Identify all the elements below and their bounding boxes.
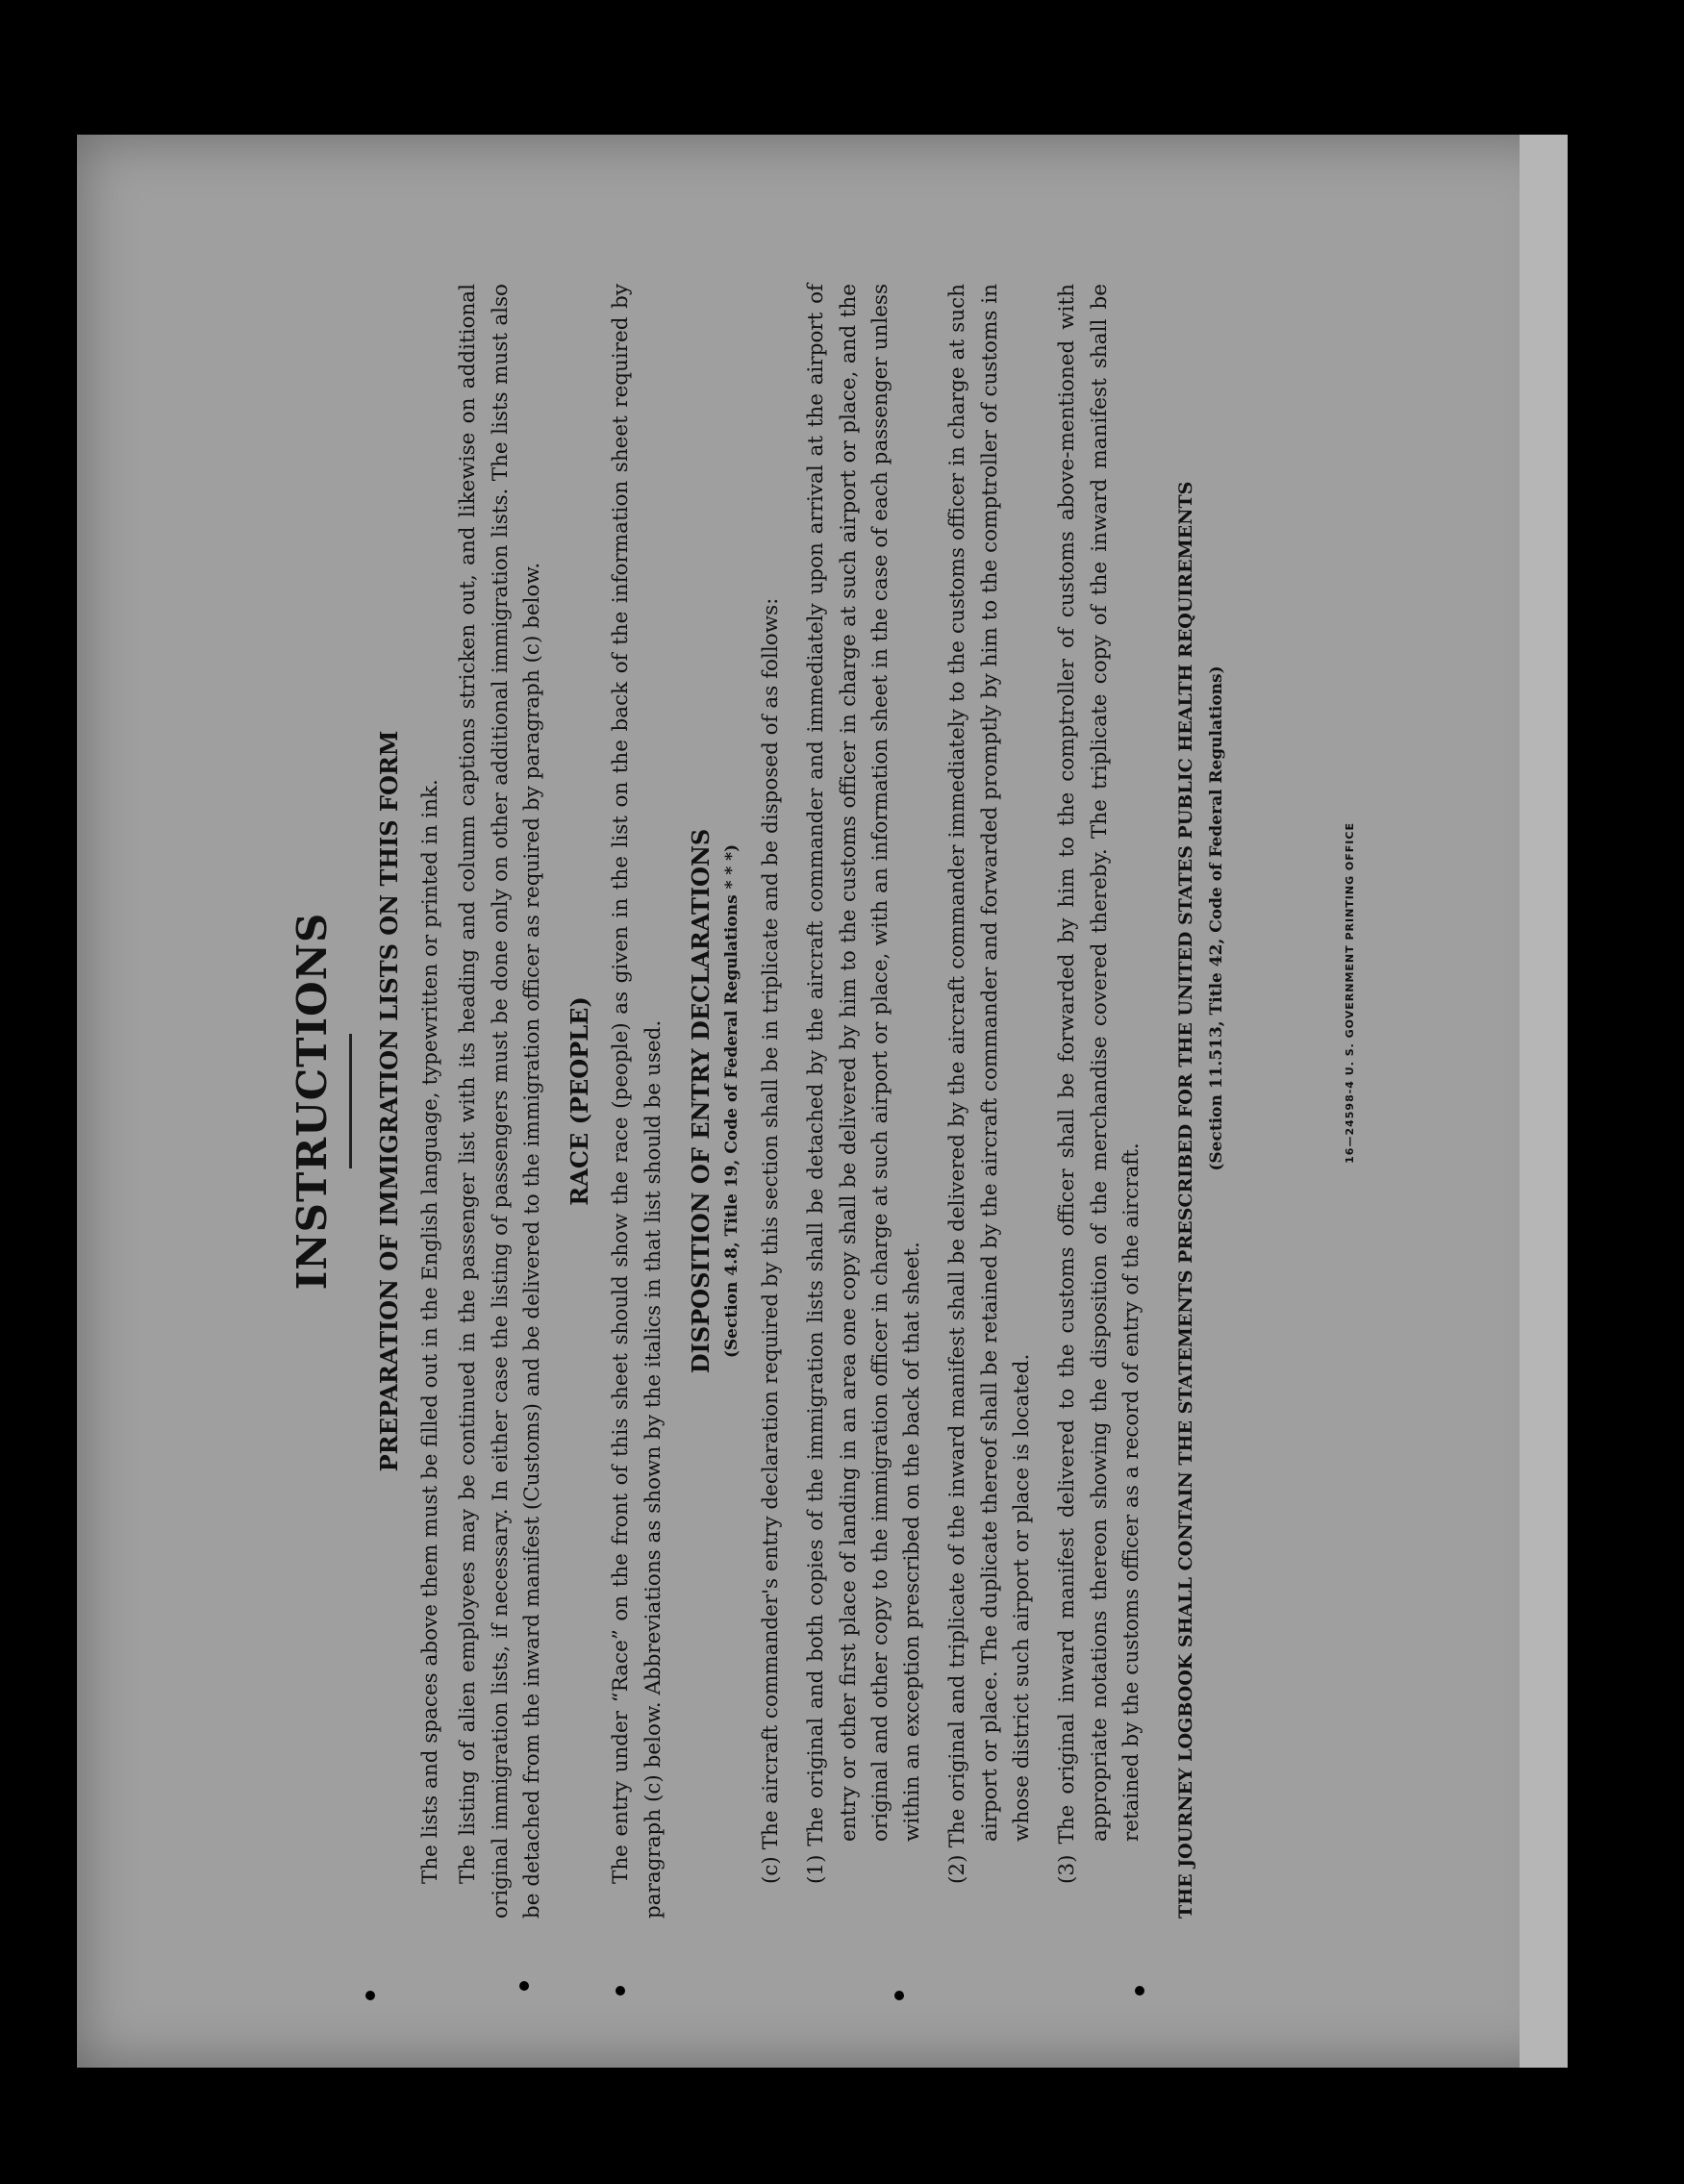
disposition-heading: DISPOSITION OF ENTRY DECLARATIONS bbox=[686, 828, 715, 1374]
preparation-paragraph-1: The lists and spaces above them must be filled out in the English language, typewritten or printed in ink. bbox=[418, 779, 442, 1884]
printer-mark: 16—24598-4 U. S. GOVERNMENT PRINTING OFFICE bbox=[1344, 822, 1356, 1164]
race-paragraph: The entry under “Race” on the front of this sheet should show the race (people) as given in the list on the back of the information sheet required by paragraph (c) below. Abbreviations as shown by the italics in that list should be used. bbox=[609, 284, 666, 1919]
binding-hole bbox=[519, 1981, 529, 1991]
disposition-intro: (c) The aircraft commander's entry declaration required by this section shall be in triplicate and be disposed of as follows: bbox=[758, 597, 783, 1884]
page-edge bbox=[1520, 135, 1568, 2068]
preparation-heading: PREPARATION OF IMMIGRATION LISTS ON THIS FORM bbox=[375, 730, 403, 1472]
binding-hole bbox=[894, 1991, 904, 2000]
document-page bbox=[77, 135, 1568, 2068]
logbook-statement: THE JOURNEY LOGBOOK SHALL CONTAIN THE STATEMENTS PRESCRIBED FOR THE UNITED STATES PUBLIC HEALTH REQUIREMENTS bbox=[1175, 481, 1197, 1919]
rotated-content bbox=[269, 284, 1375, 1919]
logbook-citation: (Section 11.513, Title 42, Code of Federal Regulations) bbox=[1206, 665, 1226, 1171]
binding-hole bbox=[365, 1991, 375, 2000]
disposition-item-1: (1) The original and both copies of the immigration lists shall be detached by the aircraft commander and immediately upon arrival at the airport of entry or other first place of landing in an area one copy shall be delivered by him to the customs officer in charge at such airport or place, and the original and other copy to the immigration officer in charge at such airport or place, with an information sheet in the case of each passenger unless within an exception prescribed on the back of that sheet. bbox=[804, 284, 925, 1884]
disposition-item-3: (3) The original inward manifest delivered to the customs officer shall be forwarded by him to the comptroller of customs above-mentioned with appropriate notations thereon showing the disposition of the merchandise covered thereby. The triplicate copy of the inward manifest shall be retained by the customs officer as a record of entry of the aircraft. bbox=[1055, 284, 1144, 1884]
document-title: INSTRUCTIONS bbox=[289, 912, 336, 1291]
binding-hole bbox=[616, 1986, 625, 1996]
race-heading: RACE (PEOPLE) bbox=[566, 996, 594, 1206]
disposition-subheading: (Section 4.8, Title 19, Code of Federal Regulations * * *) bbox=[721, 843, 741, 1359]
disposition-item-2: (2) The original and triplicate of the inward manifest shall be delivered by the aircraft commander immediately to the customs officer in charge at such airport or place. The duplicate thereof shall be retained by the aircraft commander and forwarded promptly by him to the comptroller of customs in whose district such airport or place is located. bbox=[945, 284, 1035, 1884]
preparation-paragraph-2: The listing of alien employees may be continued in the passenger list with its heading and column captions stricken out, and likewise on additional original immigration lists, if necessary. In either case the listing of passengers must be done only on other additional immigration lists. The lists must also be detached from the inward manifest (Customs) and be delivered to the immigration officer as required by paragraph (c) below. bbox=[456, 284, 544, 1919]
binding-hole bbox=[1135, 1986, 1144, 1996]
title-underline bbox=[349, 1034, 352, 1168]
